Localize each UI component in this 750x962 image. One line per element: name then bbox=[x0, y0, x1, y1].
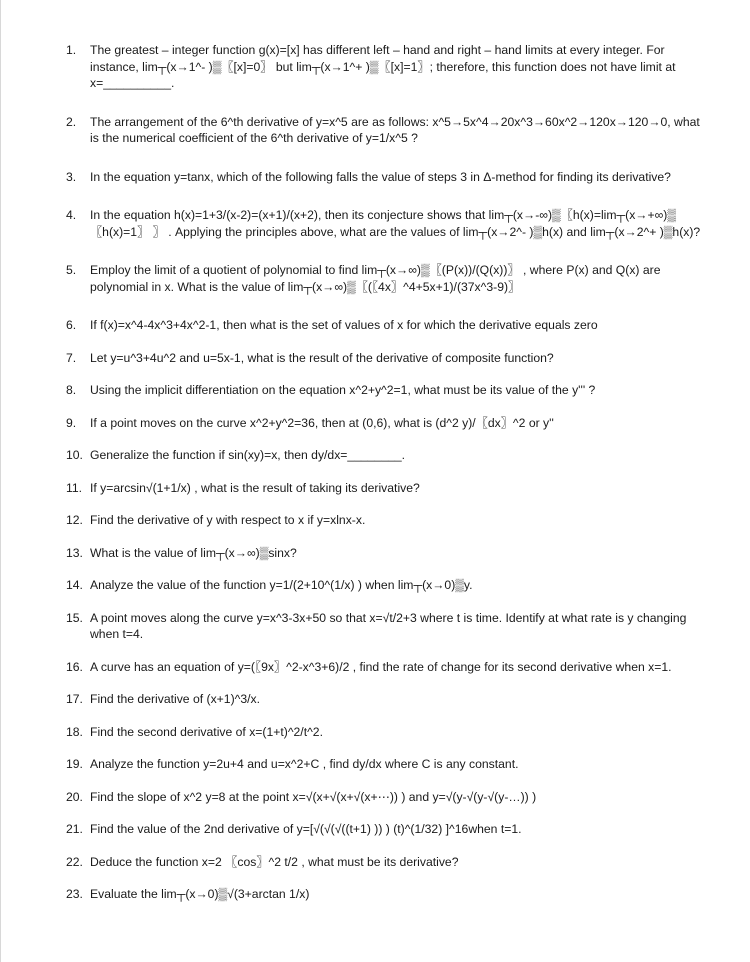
question-number: 21. bbox=[66, 822, 83, 836]
question-number: 19. bbox=[66, 757, 83, 771]
question-text: Evaluate the lim┬(x→0)▒√(3+arctan 1/x) bbox=[90, 887, 310, 901]
question-text: In the equation h(x)=1+3/(x-2)=(x+1)/(x+2), then its conjecture shows that lim┬(x→-∞)▒〖h(x)=lim┬(x→+∞)▒〖h(x)=1〗 〗 . Applying the principles above, what are the values of lim┬(x→2^- )▒h(x) and lim┬(x→2^+ )▒h(x)? bbox=[90, 208, 701, 239]
question-text: A curve has an equation of y=(〖9x〗^2-x^3+6)/2 , find the rate of change for its second derivative when x=1. bbox=[90, 659, 672, 674]
question-number: 1. bbox=[66, 43, 77, 57]
question-text: What is the value of lim┬(x→∞)▒sinx? bbox=[90, 545, 297, 560]
question-number: 5. bbox=[66, 263, 77, 277]
question-number: 22. bbox=[66, 854, 83, 869]
question-item bbox=[61, 480, 701, 497]
question-text: In the equation y=tanx, which of the following falls the value of steps 3 in Δ-method for finding its derivative? bbox=[90, 169, 671, 184]
question-item bbox=[61, 545, 701, 562]
question-item bbox=[61, 610, 701, 643]
question-number: 20. bbox=[66, 789, 83, 804]
question-text: Deduce the function x=2 〖cos〗^2 t/2 , what must be its derivative? bbox=[90, 854, 459, 869]
question-item bbox=[61, 886, 701, 903]
question-item bbox=[61, 854, 701, 871]
question-number: 23. bbox=[66, 887, 83, 901]
question-text: If y=arcsin√(1+1/x) , what is the result of taking its derivative? bbox=[90, 480, 420, 495]
question-number: 3. bbox=[66, 169, 77, 184]
question-number: 16. bbox=[66, 659, 83, 674]
question-item bbox=[61, 447, 701, 464]
question-item bbox=[61, 577, 701, 594]
question-text: The arrangement of the 6^th derivative of y=x^5 are as follows: x^5→5x^4→20x^3→60x^2→120x→120→0, what is the numerical coefficient of the 6^th derivative of y=1/x^5 ? bbox=[90, 114, 700, 145]
question-text: Find the derivative of (x+1)^3/x. bbox=[90, 692, 260, 706]
question-text: Using the implicit differentiation on the equation x^2+y^2=1, what must be its value of the y''' ? bbox=[90, 383, 596, 397]
question-item bbox=[61, 415, 701, 432]
question-item bbox=[61, 207, 701, 240]
question-text: Find the derivative of y with respect to x if y=xlnx-x. bbox=[90, 513, 366, 527]
question-item bbox=[61, 42, 701, 92]
question-number: 14. bbox=[66, 578, 83, 592]
question-number: 12. bbox=[66, 513, 83, 527]
question-item bbox=[61, 821, 701, 838]
question-number: 7. bbox=[66, 350, 77, 365]
question-text: Let y=u^3+4u^2 and u=5x-1, what is the result of the derivative of composite function? bbox=[90, 350, 554, 365]
question-text: If a point moves on the curve x^2+y^2=36, then at (0,6), what is (d^2 y)/〖dx〗^2 or y'' bbox=[90, 415, 554, 430]
question-number: 11. bbox=[66, 480, 83, 495]
question-number: 9. bbox=[66, 415, 77, 430]
question-item bbox=[61, 512, 701, 529]
question-text: Find the second derivative of x=(1+t)^2/t^2. bbox=[90, 724, 323, 739]
question-text: Generalize the function if sin⁡(xy)=x, then dy/dx=________. bbox=[90, 448, 406, 462]
question-text: Find the value of the 2nd derivative of y=[√(√(√((t+1) )) ) (t)^(1/32) ]^16when t=1. bbox=[90, 822, 522, 836]
question-item bbox=[61, 789, 701, 806]
question-item bbox=[61, 659, 701, 676]
question-item bbox=[61, 114, 701, 147]
question-number: 4. bbox=[66, 208, 77, 222]
question-number: 15. bbox=[66, 610, 83, 625]
question-number: 18. bbox=[66, 724, 83, 739]
question-number: 6. bbox=[66, 318, 77, 332]
question-item bbox=[61, 350, 701, 367]
question-text: Analyze the value of the function y=1/(2+10^(1/x) ) when lim┬(x→0)▒y. bbox=[90, 578, 473, 592]
question-text: Employ the limit of a quotient of polynomial to find lim┬(x→∞)▒〖(P(x))/(Q(x))〗 , where P(x) and Q(x) are polynomial in x. What is the value of lim┬(x→∞)▒〖(〖4x〗^4+5x+1)/(37x^3-9)〗 bbox=[90, 263, 661, 294]
question-text: If f(x)=x^4-4x^3+4x^2-1, then what is the set of values of x for which the derivative equals zero bbox=[90, 318, 598, 332]
question-number: 13. bbox=[66, 545, 83, 560]
question-item bbox=[61, 756, 701, 773]
question-number: 17. bbox=[66, 692, 83, 706]
question-text: Find the slope of x^2 y=8 at the point x=√(x+√(x+√(x+⋯)) ) and y=√(y-√(y-√(y-…)) ) bbox=[90, 789, 537, 804]
question-text: A point moves along the curve y=x^3-3x+50 so that x=√t/2+3 where t is time. Identify at what rate is y changing when t=4. bbox=[90, 610, 687, 641]
question-item bbox=[61, 317, 701, 334]
question-item bbox=[61, 169, 701, 186]
question-text: Analyze the function y=2u+4 and u=x^2+C , find dy/dx where C is any constant. bbox=[90, 757, 519, 771]
question-number: 10. bbox=[66, 448, 83, 462]
question-item bbox=[61, 262, 701, 295]
question-number: 2. bbox=[66, 114, 77, 129]
question-item bbox=[61, 382, 701, 399]
question-text: The greatest – integer function g(x)=[x] has different left – hand and right – hand limits at every integer. For instance, lim┬(x→1^- )▒〖[x]=0〗 but lim┬(x→1^+ )▒〖[x]=1〗; therefore, this function does not have limit at x=__________. bbox=[90, 43, 676, 90]
question-number: 8. bbox=[66, 383, 77, 397]
question-item bbox=[61, 724, 701, 741]
question-list bbox=[61, 42, 701, 903]
question-item bbox=[61, 691, 701, 708]
